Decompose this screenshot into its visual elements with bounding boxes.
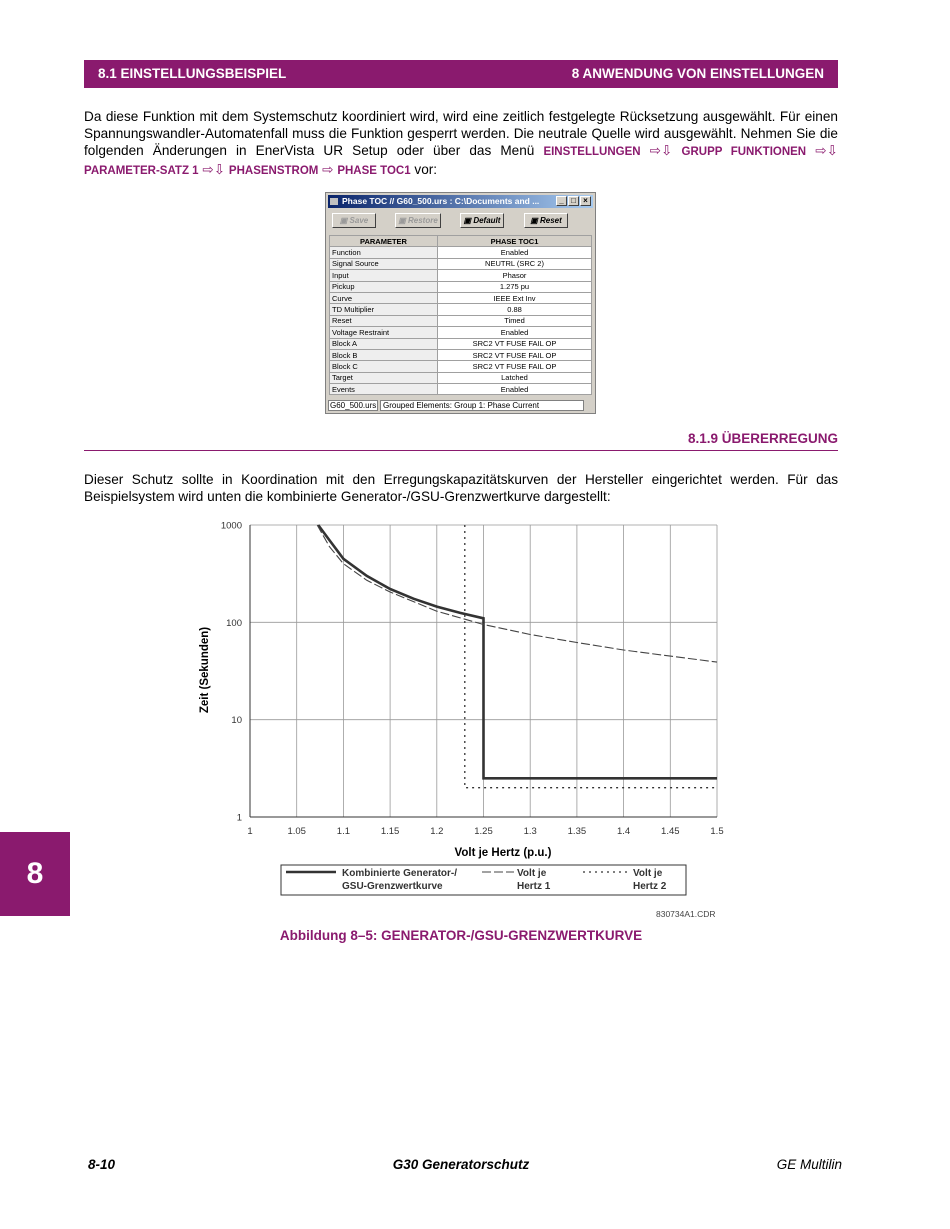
legend-label: Volt je (517, 868, 547, 879)
parameter-cell: Input (330, 270, 438, 281)
legend-label: Hertz 1 (517, 881, 551, 892)
value-cell[interactable]: 0.88 (438, 304, 592, 315)
value-cell[interactable]: Enabled (438, 327, 592, 338)
parameter-cell: Reset (330, 315, 438, 326)
table-row[interactable] (330, 327, 592, 338)
limit-curve-chart (190, 515, 730, 905)
menu-path-4: PHASENSTROM (228, 165, 319, 177)
menu-path-5: PHASE TOC1 (337, 165, 411, 177)
header-right: 8 ANWENDUNG VON EINSTELLUNGEN (571, 66, 824, 81)
save-icon: ▣ (339, 216, 348, 225)
section-title: 8.1.9 ÜBERERREGUNG (687, 431, 838, 446)
settings-grid (329, 235, 592, 395)
value-cell[interactable]: IEEE Ext Inv (438, 292, 592, 303)
x-tick-label: 1.1 (336, 826, 351, 837)
arrow-right-down-icon: ⇨⇩ (202, 162, 226, 177)
section-divider (84, 450, 838, 451)
x-tick-label: 1.4 (616, 826, 631, 837)
intro-text: Da diese Funktion mit dem Systemschutz koordiniert wird, wird eine zeitlich festgelegte Rücksetzung ausgewählt. Für einen Spannungswandler-Automatenfall muss die Funktion gesperrt werden. Die neutrale Quelle wird ausgewählt. Nehmen Sie die folgenden Änderungen in EnerVista UR Setup oder über das Menü (84, 109, 838, 158)
footer-page-number: 8-10 (88, 1157, 116, 1172)
value-cell[interactable]: Enabled (438, 247, 592, 258)
x-tick-label: 1.15 (380, 826, 400, 837)
save-label: Save (349, 216, 369, 225)
status-file: G60_500.urs (330, 401, 377, 410)
x-tick-label: 1.5 (710, 826, 724, 837)
table-row[interactable] (330, 384, 592, 395)
menu-path-1: EINSTELLUNGEN (543, 146, 641, 158)
legend-label: Hertz 2 (633, 881, 667, 892)
legend-label: Volt je (633, 868, 663, 879)
parameter-cell: Block B (330, 349, 438, 360)
reset-label: Reset (540, 216, 562, 225)
status-bar (328, 400, 594, 412)
x-tick-label: 1.05 (287, 826, 306, 837)
parameter-cell: Curve (330, 292, 438, 303)
intro-tail: vor: (414, 162, 438, 177)
footer-company: GE Multilin (776, 1157, 842, 1172)
reset-button[interactable] (524, 213, 568, 228)
table-row[interactable] (330, 292, 592, 303)
app-icon (330, 198, 338, 205)
y-tick-label: 10 (231, 715, 242, 727)
value-cell[interactable]: SRC2 VT FUSE FAIL OP (438, 361, 592, 372)
arrow-right-down-icon: ⇨⇩ (815, 143, 838, 158)
parameter-cell: Events (330, 384, 438, 395)
dialog-titlebar[interactable] (328, 195, 593, 208)
parameter-cell: Pickup (330, 281, 438, 292)
table-row[interactable] (330, 258, 592, 269)
footer-title: G30 Generatorschutz (392, 1157, 530, 1172)
dialog-title: Phase TOC // G60_500.urs : C:\Documents and ... (342, 196, 540, 206)
x-tick-label: 1.2 (430, 826, 444, 837)
legend-label: Kombinierte Generator-/ (342, 868, 458, 879)
column-header-parameter: PARAMETER (330, 236, 438, 247)
x-tick-label: 1 (247, 826, 253, 837)
section-header-bar (84, 60, 838, 88)
save-button[interactable] (332, 213, 376, 228)
table-row[interactable] (330, 338, 592, 349)
y-tick-label: 1000 (220, 520, 242, 532)
series-line-dashed (317, 525, 717, 662)
maximize-icon[interactable]: □ (568, 196, 579, 206)
y-tick-label: 100 (226, 617, 242, 629)
default-label: Default (473, 216, 501, 225)
table-row[interactable] (330, 315, 592, 326)
menu-path-2: GRUPP FUNKTIONEN (681, 146, 807, 158)
value-cell[interactable]: NEUTRL (SRC 2) (438, 258, 592, 269)
x-tick-label: 1.3 (523, 826, 537, 837)
value-cell[interactable]: Timed (438, 315, 592, 326)
reset-icon: ▣ (530, 216, 538, 225)
value-cell[interactable]: SRC2 VT FUSE FAIL OP (438, 338, 592, 349)
status-group: Grouped Elements: Group 1: Phase Current (380, 400, 584, 411)
figure-code: 830734A1.CDR (656, 909, 716, 919)
column-header-value: PHASE TOC1 (438, 236, 592, 247)
chapter-tab: 8 (0, 832, 70, 916)
x-tick-label: 1.35 (567, 826, 587, 837)
table-row[interactable] (330, 361, 592, 372)
series-line-dotted (465, 525, 717, 788)
parameter-cell: Target (330, 372, 438, 383)
table-row[interactable] (330, 247, 592, 258)
parameter-cell: Voltage Restraint (330, 327, 438, 338)
phase-toc-dialog (325, 192, 596, 414)
y-tick-label: 1 (236, 812, 242, 824)
x-tick-label: 1.45 (661, 826, 680, 837)
value-cell[interactable]: Latched (438, 372, 592, 383)
series-line-solid (318, 525, 717, 778)
table-row[interactable] (330, 372, 592, 383)
menu-path-3: PARAMETER-SATZ 1 (84, 165, 199, 177)
close-icon[interactable]: × (580, 196, 591, 206)
value-cell[interactable]: 1.275 pu (438, 281, 592, 292)
intro-paragraph (84, 108, 838, 180)
arrow-right-icon: ⇨ (322, 162, 334, 177)
chart-legend (281, 865, 686, 895)
parameter-cell: Function (330, 247, 438, 258)
table-row[interactable] (330, 349, 592, 360)
table-row[interactable] (330, 281, 592, 292)
restore-button[interactable] (395, 213, 441, 228)
x-tick-label: 1.25 (474, 826, 493, 837)
restore-label: Restore (408, 216, 438, 225)
header-left: 8.1 EINSTELLUNGSBEISPIEL (98, 66, 287, 81)
parameter-cell: TD Multiplier (330, 304, 438, 315)
parameter-cell: Block A (330, 338, 438, 349)
value-cell[interactable]: Enabled (438, 384, 592, 395)
value-cell[interactable]: SRC2 VT FUSE FAIL OP (438, 349, 592, 360)
table-row[interactable] (330, 270, 592, 281)
table-row[interactable] (330, 304, 592, 315)
arrow-right-down-icon: ⇨⇩ (649, 143, 673, 158)
restore-icon: ▣ (398, 216, 406, 225)
legend-label: GSU-Grenzwertkurve (342, 881, 443, 892)
x-axis-label: Volt je Hertz (p.u.) (454, 847, 552, 859)
minimize-icon[interactable]: _ (556, 196, 567, 206)
value-cell[interactable]: Phasor (438, 270, 592, 281)
section-paragraph: Dieser Schutz sollte in Koordination mit den Erregungskapazitätskurven der Hersteller eingerichtet werden. Für das Beispielsystem wird unten die kombinierte Generator-/GSU-Grenzwertkurve dargestellt: (84, 472, 838, 504)
default-button[interactable] (460, 213, 504, 228)
parameter-cell: Signal Source (330, 258, 438, 269)
default-icon: ▣ (463, 216, 472, 225)
parameter-cell: Block C (330, 361, 438, 372)
figure-caption: Abbildung 8–5: GENERATOR-/GSU-GRENZWERTKURVE (279, 928, 643, 943)
y-axis-label: Zeit (Sekunden) (199, 626, 211, 714)
